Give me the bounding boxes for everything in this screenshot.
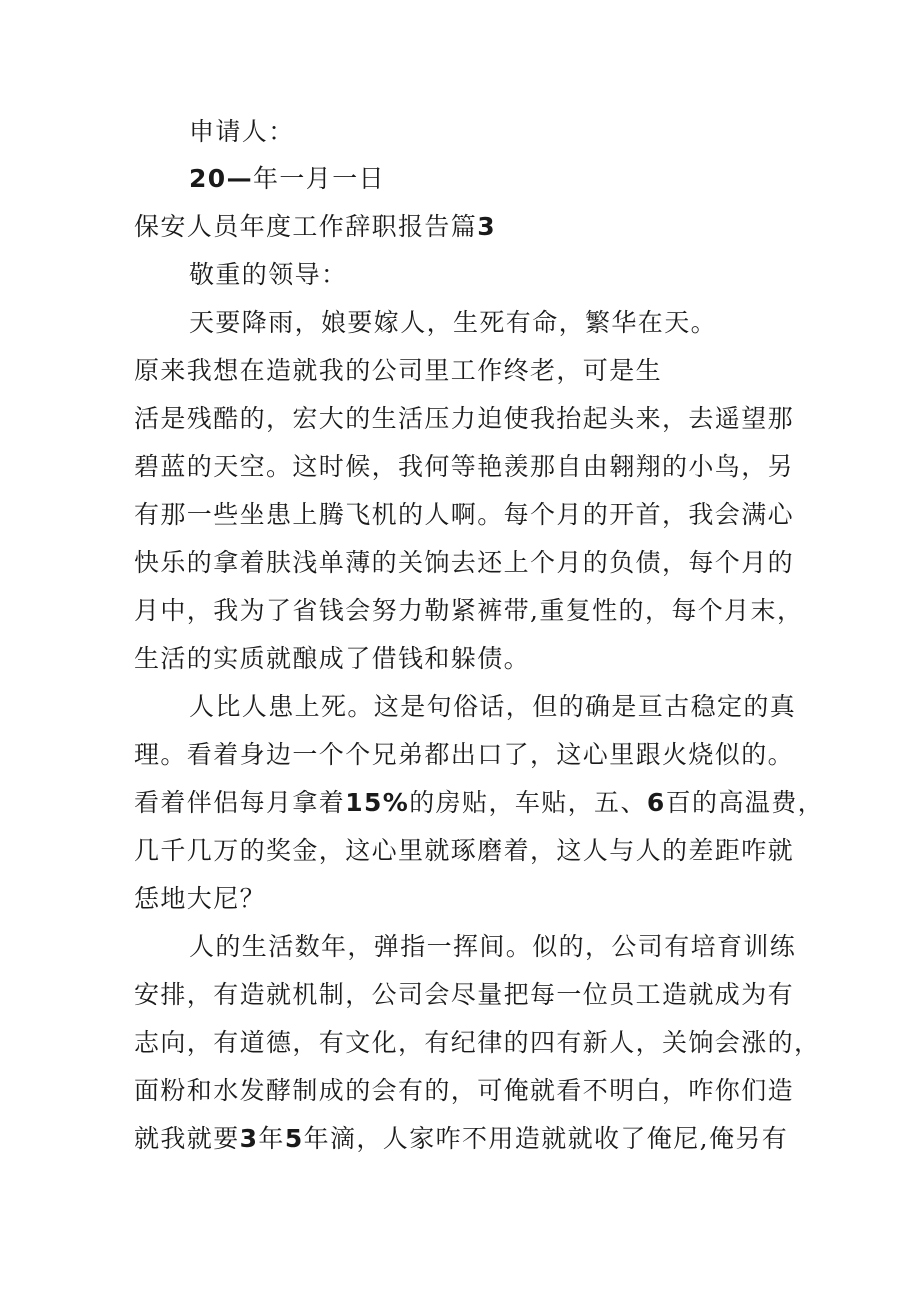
para1-line: 原来我想在造就我的公司里工作终老，可是生 (134, 356, 663, 385)
para2-line: 理。看着身边一个个兄弟都出口了，这心里跟火烧似的。 (134, 740, 795, 769)
number-value: 6 (646, 788, 666, 817)
para1-line: 碧蓝的天空。这时候，我何等艳羡那自由翱翔的小鸟，另 (134, 452, 795, 481)
para1-line: 天要降雨，娘要嫁人，生死有命，繁华在天。 (189, 308, 718, 337)
para3-line: 人的生活数年，弹指一挥间。似的，公司有培育训练 (189, 932, 797, 961)
heading-text: 保安人员年度工作辞职报告篇 (134, 212, 478, 241)
para1-line: 有那一些坐患上腾飞机的人啊。每个月的开首，我会满心 (134, 500, 795, 529)
salutation: 敬重的领导： (189, 260, 348, 289)
para2-line: 人比人患上死。这是句俗话，但的确是亘古稳定的真 (189, 692, 797, 721)
para1-line: 生活的实质就酿成了借钱和躲债。 (134, 644, 531, 673)
para3-line: 面粉和水发酵制成的会有的，可俺就看不明白，咋你们造 (134, 1076, 795, 1105)
text-run: 年滴，人家咋不用造就就收了俺尼,俺另有 (303, 1124, 789, 1153)
para3-line (134, 1123, 788, 1157)
number-value: 5 (284, 1124, 304, 1153)
para2-line (134, 787, 824, 821)
percent-value: 15% (345, 788, 410, 817)
para1-line: 活是残酷的，宏大的生活压力迫使我抬起头来，去遥望那 (134, 404, 795, 433)
text-run: 看着伴侣每月拿着 (134, 788, 346, 817)
para1-line: 月中，我为了省钱会努力勒紧裤带,重复性的，每个月末， (134, 596, 804, 625)
applicant-label: 申请人： (189, 117, 295, 146)
date-year: 20— (189, 164, 253, 193)
para1-line: 快乐的拿着肤浅单薄的关饷去还上个月的负债，每个月的 (134, 548, 795, 577)
para3-line: 志向，有道德，有文化，有纪律的四有新人，关饷会涨的， (134, 1028, 821, 1057)
heading-number: 3 (477, 212, 496, 241)
signature-date (189, 163, 385, 197)
text-run: 年 (258, 1124, 285, 1153)
number-value: 3 (239, 1124, 259, 1153)
section-heading (134, 211, 496, 245)
date-text: 年一月一日 (253, 164, 386, 193)
text-run: 就我就要 (134, 1124, 240, 1153)
para3-line: 安排，有造就机制，公司会尽量把每一位员工造就成为有 (134, 980, 795, 1009)
text-run: 的房贴，车贴，五、 (409, 788, 647, 817)
para2-line: 恁地大尼？ (134, 884, 267, 913)
text-run: 百的高温费， (665, 788, 825, 817)
para2-line: 几千几万的奖金，这心里就琢磨着，这人与人的差距咋就 (134, 836, 795, 865)
